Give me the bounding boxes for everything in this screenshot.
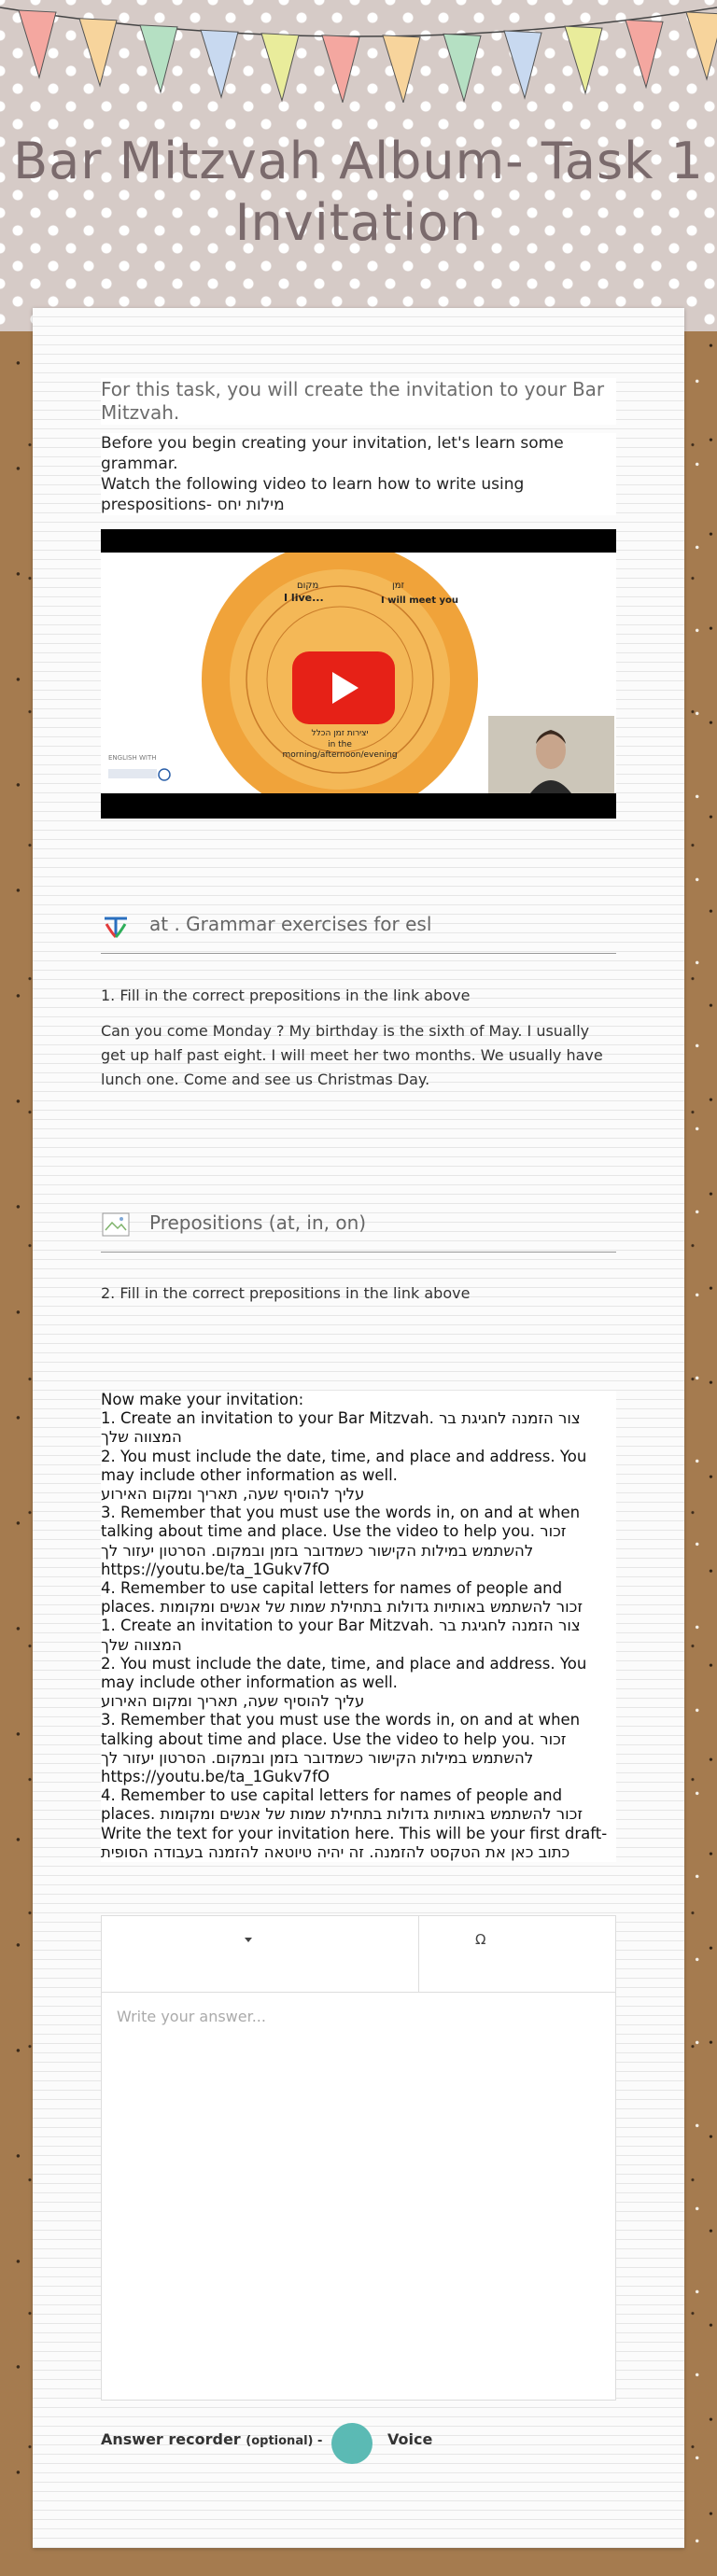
bunting-flag [201,30,238,97]
instruction-item: 4. Remember to use capital letters for names of people and places. זכור להשתמש באותיות גדולות בתחילת שמות של אנשים ומקומות [101,1579,583,1617]
bunting-flag [79,19,117,86]
instruction-item: 3. Remember that you must use the words in, on and at when talking about time and place. Use the video to help you. זכור להשתמש במילות הקישור כשמדובר בזמן ובמקום. הסרטון יעזור לך https://youtu.be/ta_1Gukv7fO [101,1711,581,1786]
intro-text [101,433,616,515]
broken-image-icon [101,1210,131,1239]
bunting-flag [383,35,420,103]
exercise-2-label: 2. Fill in the correct prepositions in the link above [101,1284,471,1302]
invitation-instructions [101,1391,616,1862]
instruction-item: 3. Remember that you must use the words in, on and at when talking about time and place. Use the video to help you. זכור להשתמש במילות הקישור כשמדובר בזמן ובמקום. הסרטון יעזור לך https://youtu.be/ta_1Gukv7fO [101,1504,581,1578]
video-frame-graphic [101,553,616,793]
instructions-block-2 [101,1617,616,1824]
link-prepositions[interactable] [101,1204,616,1253]
video-label-rule-he: יצירות זמן הכלל [311,729,369,738]
instruction-item: 4. Remember to use capital letters for names of people and places. זכור להשתמש באותיות גדולות בתחילת שמות של אנשים ומקומות [101,1786,583,1824]
caret-down-icon [244,1937,253,1944]
video-label-times: morning/afternoon/evening [282,750,398,760]
link-grammar-exercises[interactable] [101,905,616,954]
bunting-flag [140,25,177,92]
instructions-block-1 [101,1409,616,1617]
bunting-flag [322,35,359,103]
bunting-flag [443,34,481,101]
svg-text:ENGLISH WITH: ENGLISH WITH [108,754,157,762]
video-label-place-he: מקום [297,581,319,591]
video-label-meet: I will meet you [381,595,458,606]
bunting-flag [504,31,541,98]
answer-textarea[interactable]: Write your answer... [117,2008,266,2025]
link-prepositions-title[interactable]: Prepositions (at, in, on) [149,1211,367,1234]
intro-line-1: Before you begin creating your invitation, let's learn some grammar. [101,434,564,473]
instruction-item: 2. You must include the date, time, and place and address. You may include other information as well. עליך להוסיף שעה, תאריך ומקום האירוע [101,1654,587,1711]
video-label-in-the: in the [328,740,352,749]
page-title: Bar Mitzvah Album- Task 1 Invitation [13,132,704,252]
video-player[interactable] [101,529,616,819]
video-thumbnail [101,553,616,793]
video-label-time-he: זמן [392,581,404,591]
instruction-item: 1. Create an invitation to your Bar Mitzvah. צור הזמנה לחגיגת בר המצווה שלך [101,1409,581,1447]
bunting-decoration [0,0,717,103]
answer-editor [101,1915,616,2401]
video-url-text: https://youtu.be/ta_1Gukv7fO [101,1560,330,1578]
toolbar-group-right [419,1916,617,1993]
instruction-item: 2. You must include the date, time, and place and address. You may include other information as well. עליך להוסיף שעה, תאריך ומקום האירוע [101,1447,587,1504]
voice-label[interactable]: Voice [387,2430,433,2448]
header-banner [0,0,717,331]
recorder-label: Answer recorder (optional) - [101,2430,323,2448]
instructions-lead: Now make your invitation: [101,1391,304,1408]
video-label-i-live: I live... [284,592,324,604]
grammar-site-icon [101,911,131,941]
record-button[interactable] [331,2423,373,2464]
special-character-button[interactable]: Ω [475,1931,486,1948]
exercise-1-label: 1. Fill in the correct prepositions in the link above [101,987,471,1004]
editor-toolbar [102,1916,615,1993]
video-url-text: https://youtu.be/ta_1Gukv7fO [101,1768,330,1786]
task-heading: For this task, you will create the invitation to your Bar Mitzvah. [101,378,616,425]
bunting-flag [565,26,602,93]
bunting-flag [686,12,717,79]
instruction-item: 1. Create an invitation to your Bar Mitzvah. צור הזמנה לחגיגת בר המצווה שלך [101,1617,581,1654]
play-icon[interactable] [292,651,395,724]
exercise-1-text: Can you come Monday ? My birthday is the sixth of May. I usually get up half past eight. I will meet her two months. We usually have lunch one. Come and see us Christmas Day. [101,1022,603,1088]
answer-recorder [101,2423,616,2460]
instructions-closing: Write the text for your invitation here. This will be your first draft- כתוב כאן את הטקסט להזמנה. זה יהיה טיוטאה להזמנה בעבודה הסופית [101,1824,608,1861]
bunting-flag [19,10,56,77]
bunting-flag [261,34,299,101]
bunting-flag [626,20,663,87]
format-dropdown[interactable] [102,1916,419,1993]
intro-line-2: Watch the following video to learn how to write using prespositions- מילות יחס [101,475,525,514]
link-grammar-title[interactable]: at . Grammar exercises for esl [149,913,432,935]
